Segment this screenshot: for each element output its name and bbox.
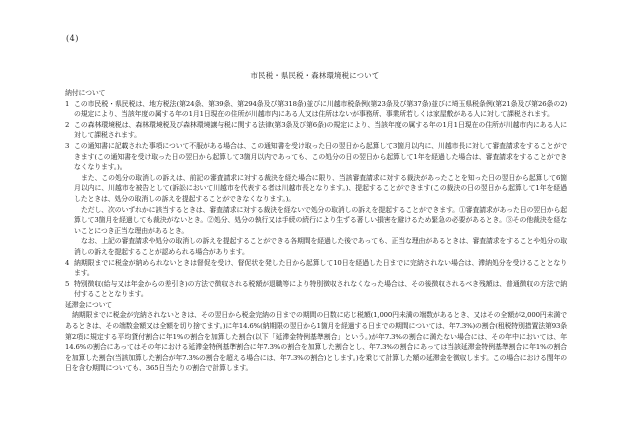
item-text: この森林環境税は、森林環境税及び森林環境譲与税に関する法律(第3条及び第6条)の規定により、当該年度の属する年の1月1日現在の住所が川越市内にある人に対して課税されます。 bbox=[74, 120, 567, 140]
document-title: 市民税・県民税・森林環境税について bbox=[250, 71, 380, 80]
item-number: 2 bbox=[65, 120, 70, 129]
notice-item bbox=[65, 141, 567, 173]
notice-item bbox=[65, 258, 567, 279]
payment-section-heading: 納付について bbox=[65, 89, 106, 97]
item-text: 納期限までに税金が納められないときは督促を受け、督促状を発した日から起算して10日を経過した日までに完納されない場合は、滞納処分を受けることとなります。 bbox=[74, 258, 567, 278]
item-text: 特別徴収(給与又は年金からの差引き)の方法で徴収される税額が退職等により特別徴収されなくなった場合は、その後徴収されるべき残額は、普通徴収の方法で納付することとなります。 bbox=[74, 279, 567, 299]
item-3-supplement: また、この処分の取消しの訴えは、前記の審査請求に対する裁決を経た場合に限り、当該審査請求に対する裁決があったことを知った日の翌日から起算して6箇月以内に、川越市を被告として(訴訟において川越市を代表する者は川越市長となります。)、提起することができます(この裁決の日の翌日から起算して1年を経過したときは、処分の取消しの訴えを提起することができなくなります。)。 bbox=[74, 173, 567, 203]
item-3-supplement: ただし、次のいずれかに該当するときは、審査請求に対する裁決を経ないで処分の取消しの訴えを提起することができます。①審査請求があった日の翌日から起算して3箇月を経過しても裁決がないとき。②処分、処分の執行又は手続の続行により生ずる著しい損害を避けるため緊急の必要があるとき。③その他裁決を経ないことにつき正当な理由があるとき。 bbox=[74, 205, 567, 235]
late-fee-text: 納期限までに税金が完納されないときは、その翌日から税金完納の日までの期間の日数に応じ税額(1,000円未満の端数があるとき、又はその全額が2,000円未満であるときは、その端数金額又は全額を切り捨てます。)に年14.6%(納期限の翌日から1箇月を経過する日までの期間については、年7.3%)の割合(租税特別措置法第93条第2項に規定する平均貸付割合に年1%の割合を加算した割合(以下「延滞金特例基準割合」という。)が年7.3%の割合に満たない場合には、その年中においては、年14.6%の割合にあってはその年における延滞金特例基準割合に年7.3%の割合を加算した割合とし、年7.3%の割合にあっては当該延滞金特例基準割合に年1%の割合を加算した割合(当該加算した割合が年7.3%の割合を超える場合には、年7.3%の割合)とします。)を乗じて計算した額の延滞金を徴収します。この場合における閏年の日を含む期間についても、365日当たりの割合で計算します。 bbox=[65, 311, 567, 373]
notice-item bbox=[65, 120, 567, 141]
item-number: 1 bbox=[65, 99, 70, 108]
item-number: 5 bbox=[65, 279, 70, 288]
notice-item bbox=[65, 99, 567, 120]
item-text: この通知書に記載された事項について不服がある場合は、この通知書を受け取った日の翌日から起算して3箇月以内に、川越市長に対して審査請求をすることができます(この通知書を受け取った日の翌日から起算して3箇月以内であっても、この処分の日の翌日から起算して1年を経過した場合は、審査請求をすることができなくなります。)。 bbox=[74, 141, 567, 172]
late-fee-section-heading: 延滞金について bbox=[65, 300, 113, 309]
item-text: この市民税・県民税は、地方税法(第24条、第39条、第294条及び第318条)並びに川越市税条例(第23条及び第37条)並びに埼玉県税条例(第21条及び第26条の2)の規定により、当該年度の属する年の1月1日現在の住所が川越市内にある人又は住所はないが事務所、事業所若しくは家屋敷がある人に対して課税されます。 bbox=[74, 99, 567, 119]
notice-item bbox=[65, 279, 567, 300]
page-number: (4) bbox=[66, 34, 79, 43]
item-number: 4 bbox=[65, 258, 70, 267]
item-3-supplement: なお、上記の審査請求や処分の取消しの訴えを提起することができる各期間を経過した後であっても、正当な理由があるときは、審査請求をすることや処分の取消しの訴えを提起することが認められる場合があります。 bbox=[74, 237, 567, 256]
document-body bbox=[65, 88, 567, 374]
item-number: 3 bbox=[65, 141, 70, 150]
